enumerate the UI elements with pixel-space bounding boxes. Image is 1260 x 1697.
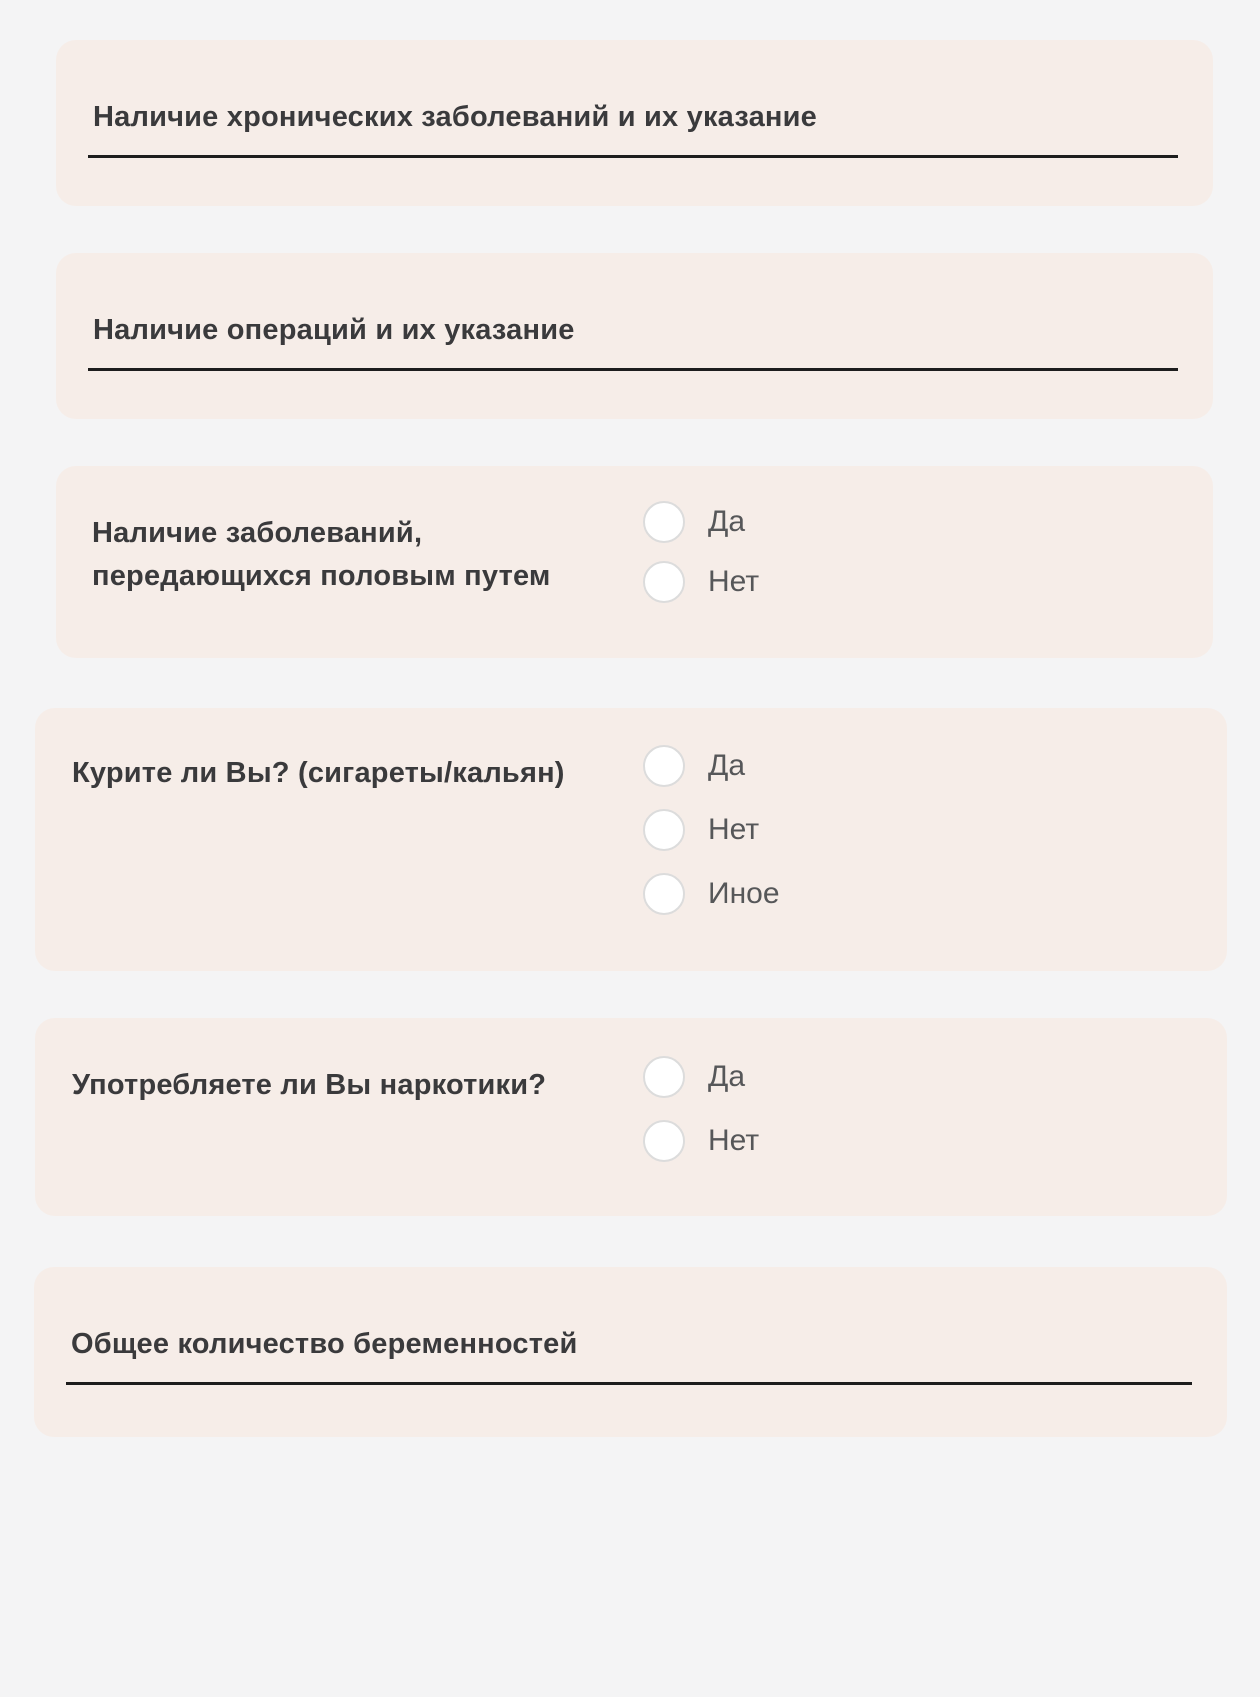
question-title: Курите ли Вы? (сигареты/кальян) <box>72 757 565 789</box>
radio-option-yes[interactable] <box>643 745 780 787</box>
radio-group-smoking <box>643 745 780 915</box>
radio-option-label[interactable]: Да <box>708 749 746 782</box>
question-card-pregnancies <box>34 1267 1227 1437</box>
question-title: Наличие заболеваний, передающихся половым путем <box>92 517 551 592</box>
radio-button[interactable] <box>643 501 685 543</box>
radio-button[interactable] <box>643 873 685 915</box>
radio-button[interactable] <box>643 1056 685 1098</box>
radio-option-label[interactable]: Да <box>708 1060 746 1093</box>
radio-option-label[interactable]: Нет <box>708 813 760 846</box>
radio-option-yes[interactable] <box>643 501 759 543</box>
radio-option-label[interactable]: Иное <box>708 877 780 910</box>
radio-button[interactable] <box>643 1120 685 1162</box>
radio-group-std <box>643 501 759 603</box>
radio-option-label[interactable]: Да <box>708 505 746 538</box>
radio-button[interactable] <box>643 561 685 603</box>
radio-option-other[interactable] <box>643 873 780 915</box>
radio-button[interactable] <box>643 809 685 851</box>
radio-option-no[interactable] <box>643 1120 759 1162</box>
radio-group-drugs <box>643 1056 759 1162</box>
radio-option-no[interactable] <box>643 809 780 851</box>
question-card-surgeries <box>56 253 1213 419</box>
question-title: Общее количество беременностей <box>71 1328 578 1360</box>
question-card-smoking <box>35 708 1227 971</box>
radio-option-yes[interactable] <box>643 1056 759 1098</box>
radio-option-label[interactable]: Нет <box>708 565 760 598</box>
question-title: Наличие операций и их указание <box>93 314 575 346</box>
question-title: Употребляете ли Вы наркотики? <box>72 1069 547 1101</box>
question-card-drugs <box>35 1018 1227 1216</box>
question-card-std <box>56 466 1213 658</box>
radio-option-label[interactable]: Нет <box>708 1124 760 1157</box>
radio-button[interactable] <box>643 745 685 787</box>
radio-option-no[interactable] <box>643 561 759 603</box>
question-title: Наличие хронических заболеваний и их указание <box>93 101 818 133</box>
question-card-chronic-diseases <box>56 40 1213 206</box>
